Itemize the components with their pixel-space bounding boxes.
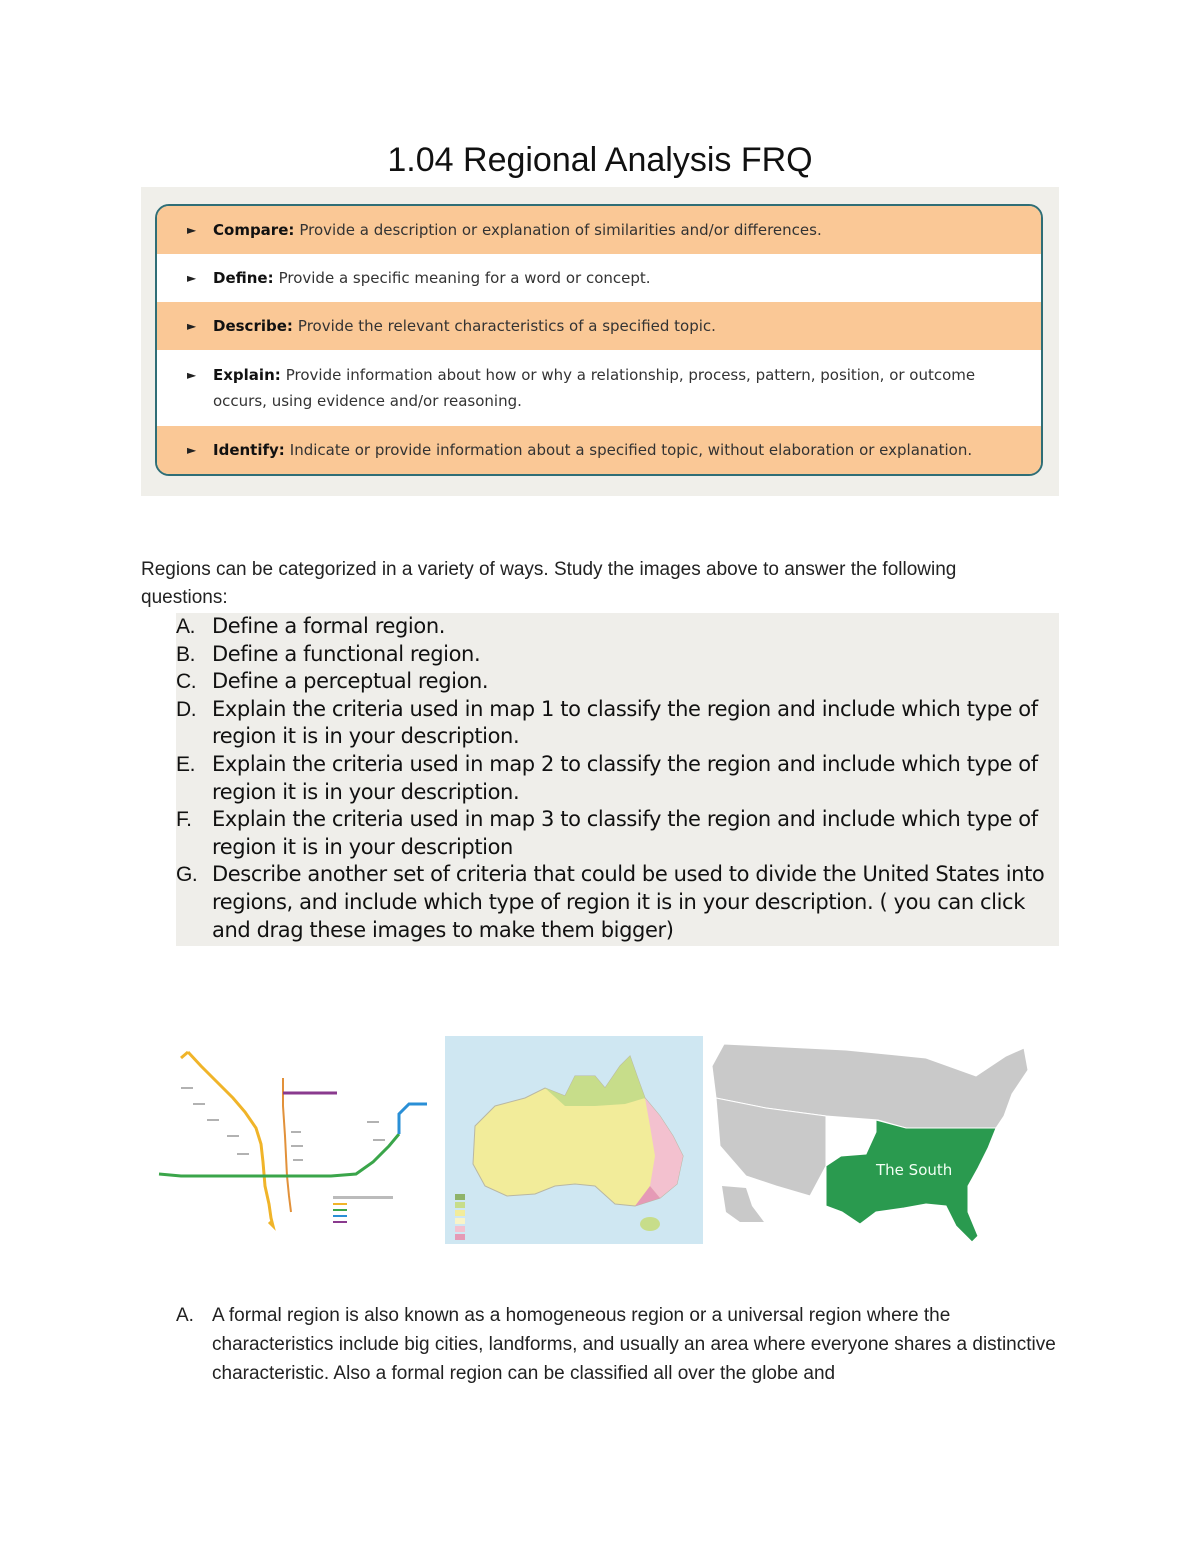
term-row-compare <box>157 206 1041 254</box>
term-label: Compare: <box>213 221 295 239</box>
answers-list <box>176 1301 1056 1388</box>
transit-map-graphic <box>141 1036 441 1244</box>
term-description: Provide the relevant characteristics of a specified topic. <box>297 317 716 335</box>
term-description: Provide information about how or why a relationship, process, pattern, position, or outcome occurs, using evidence and/or reasoning. <box>213 366 976 410</box>
term-label: Define: <box>213 269 274 287</box>
triangle-bullet-icon: ► <box>187 223 197 237</box>
question-item: E. Explain the criteria used in map 2 to classify the region and include which type of region it is in your description. <box>176 751 1038 804</box>
triangle-bullet-icon: ► <box>187 368 197 382</box>
term-description: Indicate or provide information about a specified topic, without elaboration or explanation. <box>289 441 973 459</box>
question-item: C. Define a perceptual region. <box>176 669 489 694</box>
map-region-label: The South <box>876 1161 953 1179</box>
term-description: Provide a specific meaning for a word or concept. <box>278 269 651 287</box>
map-2-australia-image[interactable] <box>445 1036 703 1244</box>
question-item: B. Define a functional region. <box>176 641 481 666</box>
term-row-identify <box>157 426 1041 474</box>
map-1-transit-image[interactable] <box>141 1036 441 1244</box>
term-row-define <box>157 254 1041 302</box>
task-verbs-box <box>155 204 1043 476</box>
term-row-describe <box>157 302 1041 350</box>
term-label: Identify: <box>213 441 285 459</box>
question-item: D. Explain the criteria used in map 1 to classify the region and include which type of region it is in your description. <box>176 696 1038 749</box>
triangle-bullet-icon: ► <box>187 319 197 333</box>
term-label: Explain: <box>213 366 281 384</box>
triangle-bullet-icon: ► <box>187 443 197 457</box>
question-item: A. Define a formal region. <box>176 614 445 638</box>
page-title: 1.04 Regional Analysis FRQ <box>387 141 813 179</box>
intro-paragraph: Regions can be categorized in a variety of ways. Study the images above to answer the following questions: <box>141 559 957 608</box>
australia-map-graphic <box>445 1036 703 1244</box>
answer-item: A. A formal region is also known as a homogeneous region or a universal region where the characteristics include big cities, landforms, and usually an area where everyone shares a distinctive characteristic. Also a formal region can be classified all over the globe and <box>176 1305 1056 1384</box>
question-item: G. Describe another set of criteria that could be used to divide the United States into regions, and include which type of region it is in your description. ( you can click and drag these images to make them bigger) <box>176 862 1045 942</box>
us-south-map-graphic <box>706 1036 1031 1244</box>
term-row-explain <box>157 350 1041 426</box>
map-3-us-south-image[interactable] <box>706 1036 1031 1244</box>
term-label: Describe: <box>213 317 293 335</box>
term-description: Provide a description or explanation of similarities and/or differences. <box>299 221 822 239</box>
question-item: F. Explain the criteria used in map 3 to classify the region and include which type of region it is in your description <box>176 807 1038 859</box>
questions-list <box>176 613 1066 944</box>
triangle-bullet-icon: ► <box>187 271 197 285</box>
